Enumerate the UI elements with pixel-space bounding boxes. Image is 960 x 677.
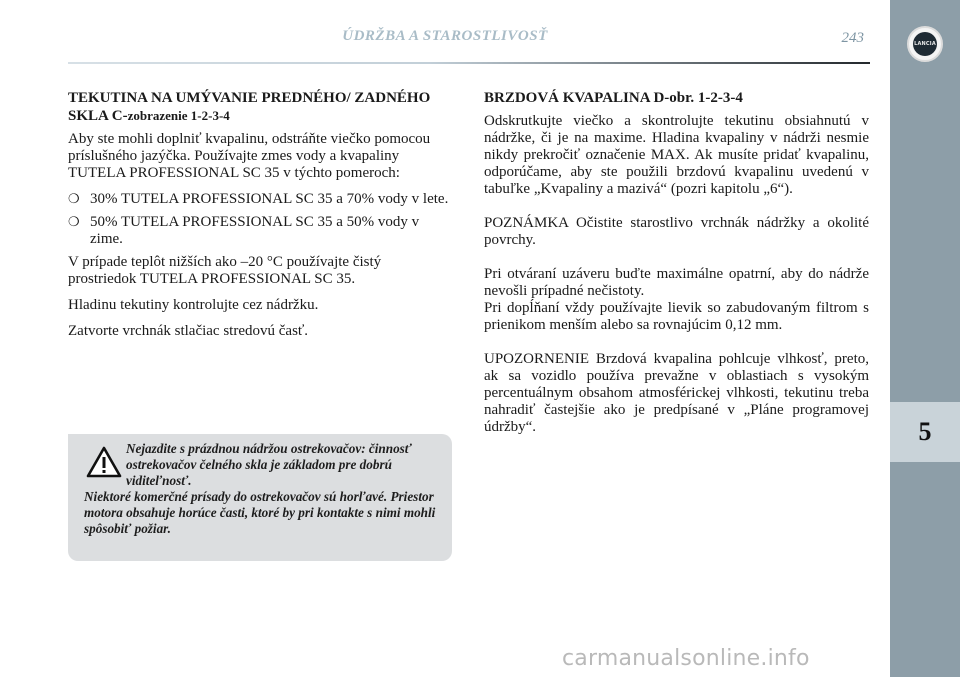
brake-fluid-note: POZNÁMKA Očistite starostlivo vrchnák nádržky a okolité povrchy. xyxy=(484,215,869,248)
chapter-sidebar xyxy=(890,0,960,677)
right-column xyxy=(484,90,869,445)
list-item-text: 50% TUTELA PROFESSIONAL SC 35 a 50% vody v zime. xyxy=(90,214,420,247)
warning-text-flammable: Niektoré komerčné prísady do ostrekovačov sú horľavé. Priestor motora obsahuje horúce časti, ktoré by pri kontakte s nimi mohli spôsobiť požiar. xyxy=(84,489,436,536)
header-rule xyxy=(68,62,870,64)
washer-fluid-title xyxy=(68,90,451,125)
temperature-note: V prípade teplôt nižších ako –20 °C používajte čistý prostriedok TUTELA PROFESSIONAL SC 35. xyxy=(68,254,382,287)
section-header-title: ÚDRŽBA A STAROSTLIVOSŤ xyxy=(342,28,548,44)
page-number: 243 xyxy=(841,30,864,46)
ratio-list xyxy=(68,191,451,248)
brake-fluid-fill-text: Pri dopĺňaní vždy používajte lievik so zabudovaným filtrom s prienikom menším alebo sa rovnajúcim 0,12 mm. xyxy=(484,300,869,333)
list-item xyxy=(68,191,451,208)
warning-box xyxy=(68,434,452,561)
brake-fluid-open-text: Pri otváraní uzáveru buďte maximálne opatrní, aby do nádrže nevošli prípadné nečistoty. xyxy=(484,266,869,299)
list-item xyxy=(68,214,451,248)
warning-text-empty-tank: Nejazdite s prázdnou nádržou ostrekovačov: činnosť ostrekovačov čelného skla je základom pre dobrú viditeľnosť. xyxy=(126,441,412,488)
bullet-circle-icon: ❍ xyxy=(68,192,80,207)
brake-fluid-check-text: Odskrutkujte viečko a skontrolujte tekutinu obsiahnutú v nádržke, či je na maxime. Hladina kvapaliny v nádrži nesmie nikdy prekročiť označenie MAX. Ak musíte pridať kvapalinu, odporúčame, aby ste použili brzdovú kvapalinu uvedenú v tabuľke „Kvapaliny a mazivá“ (pozri kapitolu „6“). xyxy=(484,113,869,197)
watermark: carmanualsonline.info xyxy=(562,646,810,671)
close-cap-text: Zatvorte vrchnák stlačiac stredovú časť. xyxy=(68,323,309,339)
list-item-text: 30% TUTELA PROFESSIONAL SC 35 a 70% vody v lete. xyxy=(90,191,449,207)
washer-fluid-intro: Aby ste mohli doplniť kvapalinu, odstráňte viečko pomocou príslušného jazýčka. Používajte zmes vody a kvapaliny TUTELA PROFESSIONAL SC 35 v týchto pomeroch: xyxy=(68,131,431,181)
washer-fluid-title-main: TEKUTINA NA UMÝVANIE PREDNÉHO/ ZADNÉHO SKLA C- xyxy=(68,90,431,124)
level-check-text: Hladinu tekutiny kontrolujte cez nádržku. xyxy=(68,297,319,313)
lancia-logo xyxy=(907,26,943,62)
brake-fluid-title: BRZDOVÁ KVAPALINA D-obr. 1-2-3-4 xyxy=(484,90,743,106)
washer-fluid-title-ref: zobrazenie 1-2-3-4 xyxy=(127,108,230,123)
warning-triangle-icon xyxy=(86,446,122,478)
brake-fluid-warning: UPOZORNENIE Brzdová kvapalina pohlcuje vlhkosť, preto, ak sa vozidlo používa prevažne v oblastiach s vysokým percentuálnym obsahom atmosférickej vlhkosti, tekutinu treba nahradiť častejšie ako je predpísané v „Pláne programovej údržby“. xyxy=(484,351,869,435)
logo-text: LANCIA xyxy=(913,32,937,56)
chapter-tab[interactable]: 5 xyxy=(890,402,960,462)
bullet-circle-icon: ❍ xyxy=(68,215,80,230)
left-column xyxy=(68,90,451,349)
